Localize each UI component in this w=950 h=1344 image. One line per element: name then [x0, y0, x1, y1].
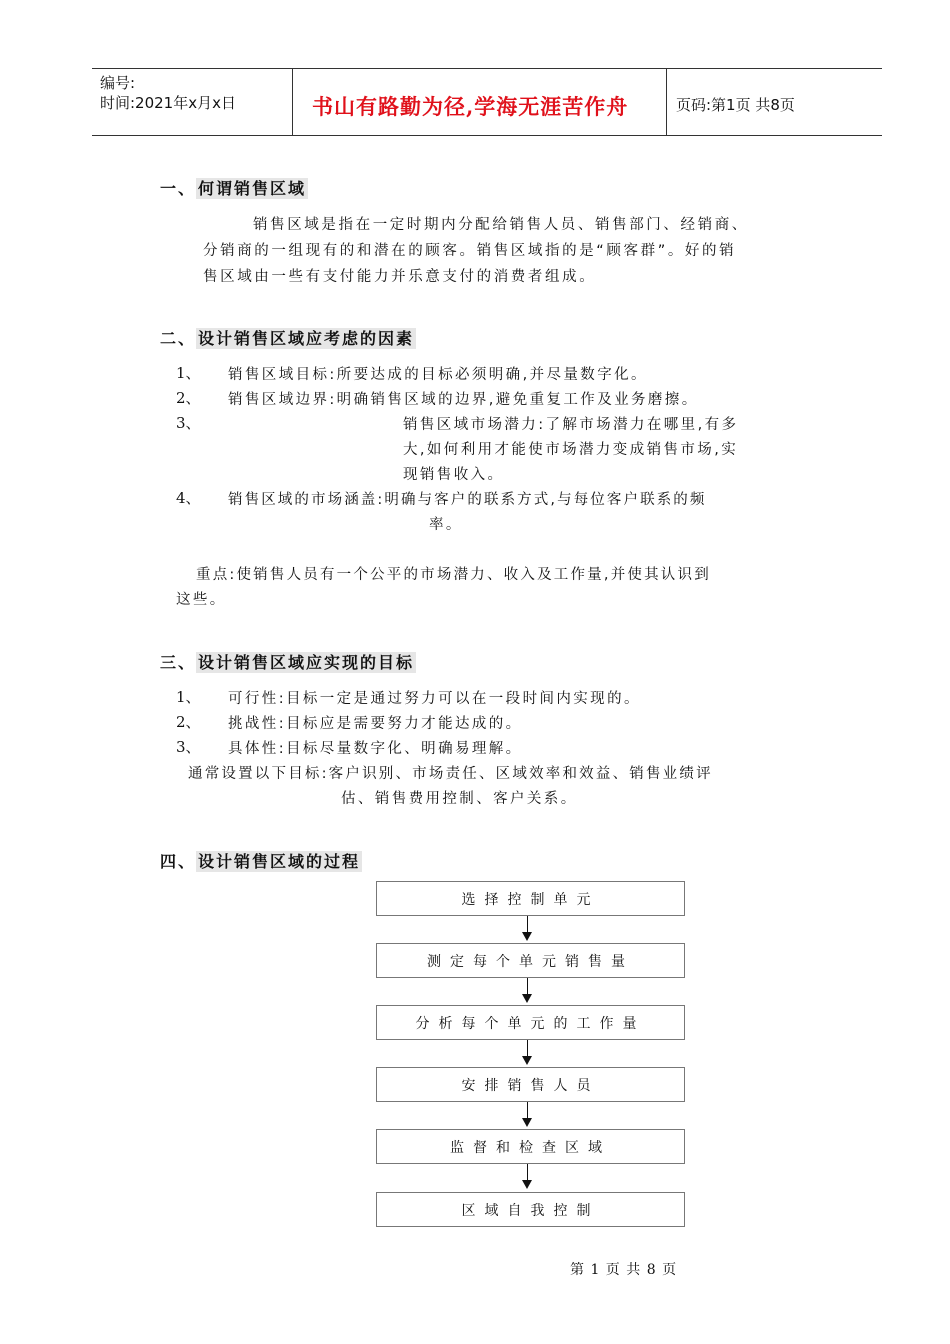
item-number: 3、 — [176, 414, 201, 432]
item-text: 挑战性:目标应是需要努力才能达成的。 — [228, 716, 523, 732]
section-title: 设计销售区域应实现的目标 — [198, 653, 415, 672]
time-label: 时间:2021年x月x日 — [100, 94, 236, 112]
motto: 书山有路勤为径,学海无涯苦作舟 — [312, 94, 629, 119]
note-text: 这些。 — [176, 592, 227, 608]
paragraph-line: 售区域由一些有支付能力并乐意支付的消费者组成。 — [203, 269, 597, 285]
header-divider — [666, 68, 667, 136]
section-number: 四、 — [160, 852, 197, 871]
item-number: 1、 — [176, 688, 201, 706]
item-number: 1、 — [176, 364, 201, 382]
section-title: 设计销售区域应考虑的因素 — [198, 329, 415, 348]
arrow-down-icon — [522, 994, 532, 1003]
section-heading — [160, 849, 362, 872]
item-text: 具体性:目标尽量数字化、明确易理解。 — [228, 741, 523, 757]
section-heading — [160, 176, 308, 199]
arrow-down-icon — [522, 932, 532, 941]
item-number: 2、 — [176, 713, 201, 731]
arrow-down-icon — [522, 1056, 532, 1065]
flow-step: 区域自我控制 — [376, 1192, 685, 1227]
note-text: 重点:使销售人员有一个公平的市场潜力、收入及工作量,并使其认识到 — [196, 567, 711, 583]
page-label: 页码:第1页 共8页 — [676, 96, 795, 114]
header-top-rule — [92, 68, 882, 69]
section-title: 设计销售区域的过程 — [198, 852, 361, 871]
flow-step: 测定每个单元销售量 — [376, 943, 685, 978]
section-number: 二、 — [160, 329, 197, 348]
paragraph-line: 销售区域是指在一定时期内分配给销售人员、销售部门、经销商、 — [253, 217, 749, 233]
section-paragraph — [203, 212, 823, 290]
item-number: 3、 — [176, 738, 201, 756]
section-heading — [160, 650, 416, 673]
note-text: 估、销售费用控制、客户关系。 — [341, 791, 578, 807]
item-number: 4、 — [176, 489, 201, 507]
paragraph-line: 分销商的一组现有的和潜在的顾客。销售区域指的是“顾客群”。好的销 — [203, 243, 737, 259]
section-number: 一、 — [160, 179, 197, 198]
flow-step: 分析每个单元的工作量 — [376, 1005, 685, 1040]
item-text: 可行性:目标一定是通过努力可以在一段时间内实现的。 — [228, 691, 641, 707]
serial-label: 编号: — [100, 74, 136, 92]
flow-step: 监督和检查区域 — [376, 1129, 685, 1164]
flow-step: 安排销售人员 — [376, 1067, 685, 1102]
note-text: 通常设置以下目标:客户识别、市场责任、区域效率和效益、销售业绩评 — [188, 766, 713, 782]
section-heading — [160, 326, 416, 349]
item-text: 销售区域的市场涵盖:明确与客户的联系方式,与每位客户联系的频 — [228, 492, 707, 508]
item-text: 销售区域边界:明确销售区域的边界,避免重复工作及业务磨擦。 — [228, 392, 699, 408]
arrow-down-icon — [522, 1118, 532, 1127]
header-bottom-rule — [92, 135, 882, 136]
item-text: 大,如何利用才能使市场潜力变成销售市场,实 — [403, 442, 739, 458]
item-text: 现销售收入。 — [403, 467, 505, 483]
item-text: 销售区域目标:所要达成的目标必须明确,并尽量数字化。 — [228, 367, 648, 383]
page-footer: 第 1 页 共 8 页 — [570, 1262, 678, 1278]
item-text: 销售区域市场潜力:了解市场潜力在哪里,有多 — [403, 417, 739, 433]
arrow-down-icon — [522, 1180, 532, 1189]
flow-step: 选择控制单元 — [376, 881, 685, 916]
section-title: 何谓销售区域 — [198, 179, 307, 198]
section-number: 三、 — [160, 653, 197, 672]
item-text: 率。 — [429, 517, 463, 533]
item-number: 2、 — [176, 389, 201, 407]
header-divider — [292, 68, 293, 136]
